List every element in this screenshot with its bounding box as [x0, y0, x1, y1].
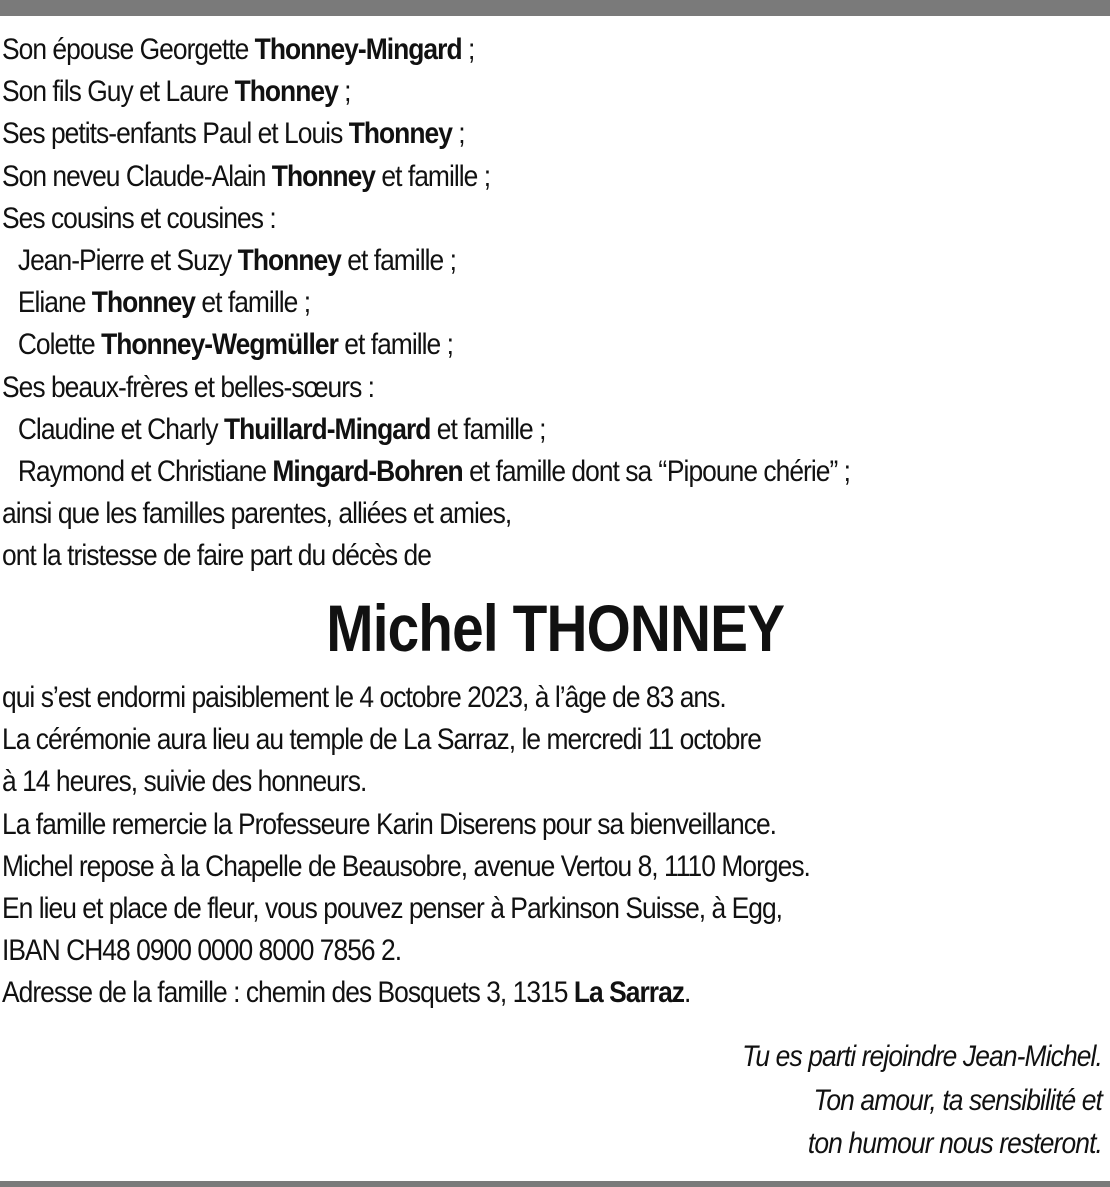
family-line: Son neveu Claude-Alain Thonney et famille ;: [2, 159, 491, 193]
family-line: ainsi que les familles parentes, alliées et amies,: [2, 497, 512, 531]
deceased-name: Michel THONNEY: [326, 591, 784, 665]
quote-line: Ton amour, ta sensibilité et: [813, 1083, 1102, 1117]
family-list: [2, 29, 1108, 577]
family-line: Eliane Thonney et famille ;: [17, 286, 311, 320]
family-line: Ses cousins et cousines :: [2, 201, 276, 235]
details-text: [2, 677, 1108, 1015]
family-line: Ses beaux-frères et belles-sœurs :: [2, 370, 375, 404]
details-line: IBAN CH48 0900 0000 8000 7856 2.: [2, 934, 402, 968]
family-line: Claudine et Charly Thuillard-Mingard et famille ;: [17, 412, 546, 446]
family-line: Colette Thonney-Wegmüller et famille ;: [17, 328, 453, 362]
quote-line: ton humour nous resteront.: [807, 1127, 1102, 1160]
family-line: ont la tristesse de faire part du décès de: [2, 539, 431, 573]
family-line: Ses petits-enfants Paul et Louis Thonney ;: [2, 117, 465, 151]
top-border: [0, 0, 1110, 16]
details-line: En lieu et place de fleur, vous pouvez penser à Parkinson Suisse, à Egg,: [2, 891, 783, 925]
details-line: Adresse de la famille : chemin des Bosquets 3, 1315 La Sarraz.: [2, 976, 691, 1010]
quote-line: Tu es parti rejoindre Jean-Michel.: [742, 1040, 1102, 1073]
closing-quote: [402, 1035, 1102, 1166]
family-line: Jean-Pierre et Suzy Thonney et famille ;: [17, 243, 456, 277]
details-line: La famille remercie la Professeure Karin Diserens pour sa bienveillance.: [2, 807, 777, 841]
details-line: La cérémonie aura lieu au temple de La Sarraz, le mercredi 11 octobre: [2, 723, 761, 757]
family-line: Son épouse Georgette Thonney-Mingard ;: [2, 33, 475, 66]
bottom-border: [0, 1181, 1110, 1187]
details-line: qui s’est endormi paisiblement le 4 octobre 2023, à l’âge de 83 ans.: [2, 681, 726, 714]
details-line: à 14 heures, suivie des honneurs.: [2, 765, 367, 799]
details-line: Michel repose à la Chapelle de Beausobre, avenue Vertou 8, 1110 Morges.: [2, 849, 810, 883]
family-line: Raymond et Christiane Mingard-Bohren et famille dont sa ‘‘Pipoune chérie” ;: [17, 454, 851, 488]
family-line: Son fils Guy et Laure Thonney ;: [2, 75, 351, 109]
